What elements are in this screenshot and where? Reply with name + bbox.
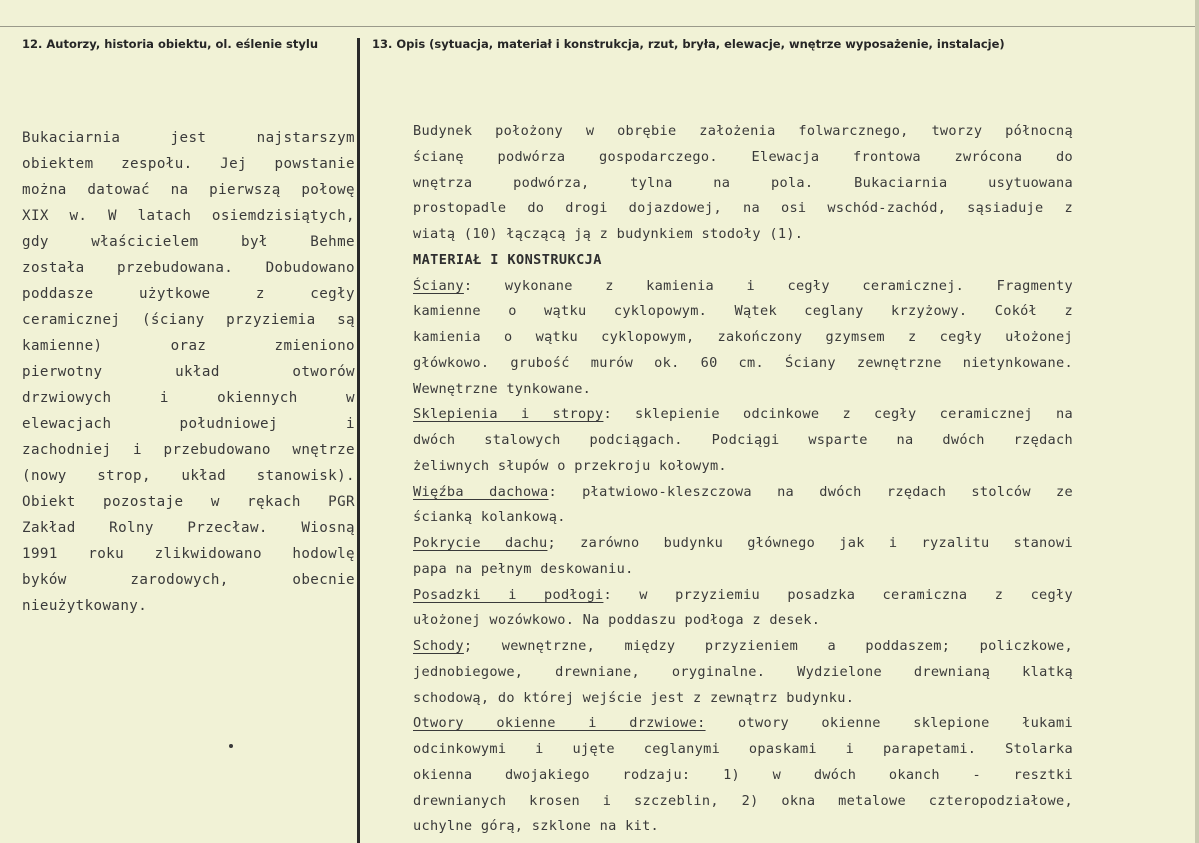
history-line: Bukaciarnia jest najstarszym bbox=[22, 130, 355, 146]
ink-speck bbox=[229, 744, 233, 748]
history-line: drzwiowych i okiennych w bbox=[22, 390, 355, 406]
openings-line: drewnianych krosen i szczeblin, 2) okna metalowe czteropodziałowe, bbox=[413, 792, 1073, 809]
intro-line: wnętrza podwórza, tylna na pola. Bukaciarnia usytuowana bbox=[413, 174, 1073, 191]
openings-label: Otwory okienne i drzwiowe: bbox=[413, 715, 706, 732]
history-line: ceramicznej (ściany przyziemia są bbox=[22, 312, 355, 328]
floors-line: ułożonej wozówkowo. Na poddaszu podłoga z desek. bbox=[413, 612, 821, 629]
history-line: pierwotny układ otworów bbox=[22, 364, 355, 380]
history-line: można datować na pierwszą połowę bbox=[22, 182, 355, 198]
vaults-line bbox=[413, 402, 1073, 428]
history-line: (nowy strop, układ stanowisk). bbox=[22, 468, 355, 484]
openings-line: okienna dwojakiego rodzaju: 1) w dwóch okanch - resztki bbox=[413, 766, 1073, 783]
intro-line: prostopadle do drogi dojazdowej, na osi wschód-zachód, sąsiaduje z bbox=[413, 200, 1073, 217]
column-divider bbox=[357, 38, 360, 843]
floors-text: : w przyziemiu posadzka ceramiczna z cegły bbox=[603, 586, 1073, 603]
intro-line: ścianę podwórza gospodarczego. Elewacja frontowa zwrócona do bbox=[413, 148, 1073, 165]
walls-line: kamienne o wątku cyklopowym. Wątek ceglany krzyżowy. Cokół z bbox=[413, 303, 1073, 320]
history-line: Obiekt pozostaje w rękach PGR bbox=[22, 494, 355, 510]
openings-line: odcinkowymi i ujęte ceglanymi opaskami i parapetami. Stolarka bbox=[413, 741, 1073, 757]
roofing-label: Pokrycie dachu bbox=[413, 535, 548, 551]
history-line: poddasze użytkowe z cegły bbox=[22, 286, 355, 302]
vaults-text: : sklepienie odcinkowe z cegły ceramicznej na bbox=[603, 406, 1073, 423]
stairs-line bbox=[413, 634, 1073, 660]
history-line: elewacjach południowej i bbox=[22, 416, 355, 432]
walls-text: : wykonane z kamienia i cegły ceramicznej. Fragmenty bbox=[463, 277, 1073, 294]
right-page-edge bbox=[1195, 0, 1199, 843]
openings-line bbox=[413, 711, 1073, 737]
top-rule bbox=[0, 26, 1199, 27]
history-line: zachodniej i przebudowano wnętrze bbox=[22, 442, 355, 458]
stairs-text: ; wewnętrzne, między przyzieniem a poddaszem; policzkowe, bbox=[463, 638, 1073, 654]
vaults-line: dwóch stalowych podciągach. Podciągi wsparte na dwóch rzędach bbox=[413, 432, 1073, 448]
history-line: XIX w. W latach osiemdzisiątych, bbox=[22, 208, 355, 224]
history-line: byków zarodowych, obecnie bbox=[22, 572, 355, 588]
history-line: kamienne) oraz zmieniono bbox=[22, 338, 355, 354]
history-line: została przebudowana. Dobudowano bbox=[22, 260, 355, 276]
vaults-label: Sklepienia i stropy bbox=[413, 406, 604, 423]
roofing-text: ; zarówno budynku głównego jak i ryzalitu stanowi bbox=[547, 535, 1073, 551]
walls-line: Wewnętrzne tynkowane. bbox=[413, 380, 592, 397]
roof-truss-label: Więźba dachowa bbox=[413, 483, 549, 500]
description-text-column bbox=[413, 119, 1073, 840]
roof-truss-text: : płatwiowo-kleszczowa na dwóch rzędach stolców ze bbox=[548, 483, 1073, 500]
history-line: Zakład Rolny Przecław. Wiosną bbox=[22, 520, 355, 536]
stairs-label: Schody bbox=[413, 638, 464, 654]
field-13-header: 13. Opis (sytuacja, materiał i konstrukcja, rzut, bryła, elewacje, wnętrze wyposażenie, instalacje) bbox=[372, 37, 1005, 51]
roofing-line bbox=[413, 531, 1073, 557]
walls-label: Ściany bbox=[413, 277, 464, 294]
openings-line: uchylne górą, szklone na kit. bbox=[413, 818, 660, 835]
history-line: gdy właścicielem był Behme bbox=[22, 234, 355, 250]
stairs-line: jednobiegowe, drewniane, oryginalne. Wydzielone drewnianą klatką bbox=[413, 663, 1073, 680]
material-construction-heading: MATERIAŁ I KONSTRUKCJA bbox=[413, 251, 602, 268]
roof-truss-line bbox=[413, 480, 1073, 506]
history-text-column bbox=[22, 125, 355, 619]
history-line: nieużytkowany. bbox=[22, 598, 148, 614]
stairs-line: schodową, do której wejście jest z zewnątrz budynku. bbox=[413, 689, 855, 706]
roof-truss-line: ścianką kolankową. bbox=[413, 509, 566, 526]
intro-line: wiatą (10) łączącą ją z budynkiem stodoły (1). bbox=[413, 226, 804, 242]
vaults-line: żeliwnych słupów o przekroju kołowym. bbox=[413, 457, 727, 474]
floors-line bbox=[413, 583, 1073, 609]
intro-line: Budynek położony w obrębie założenia folwarcznego, tworzy północną bbox=[413, 123, 1073, 139]
openings-text: otwory okienne sklepione łukami bbox=[705, 715, 1073, 732]
roofing-line: papa na pełnym deskowaniu. bbox=[413, 560, 634, 577]
walls-line: kamienia o wątku cyklopowym, zakończony gzymsem z cegły ułożonej bbox=[413, 329, 1073, 345]
walls-line bbox=[413, 274, 1073, 300]
history-line: 1991 roku zlikwidowano hodowlę bbox=[22, 546, 355, 562]
walls-line: główkowo. grubość murów ok. 60 cm. Ściany zewnętrzne nietynkowane. bbox=[413, 354, 1073, 371]
field-12-header: 12. Autorzy, historia obiektu, ol. eślenie stylu bbox=[22, 37, 319, 51]
floors-label: Posadzki i podłogi bbox=[413, 586, 604, 603]
history-line: obiektem zespołu. Jej powstanie bbox=[22, 156, 355, 172]
